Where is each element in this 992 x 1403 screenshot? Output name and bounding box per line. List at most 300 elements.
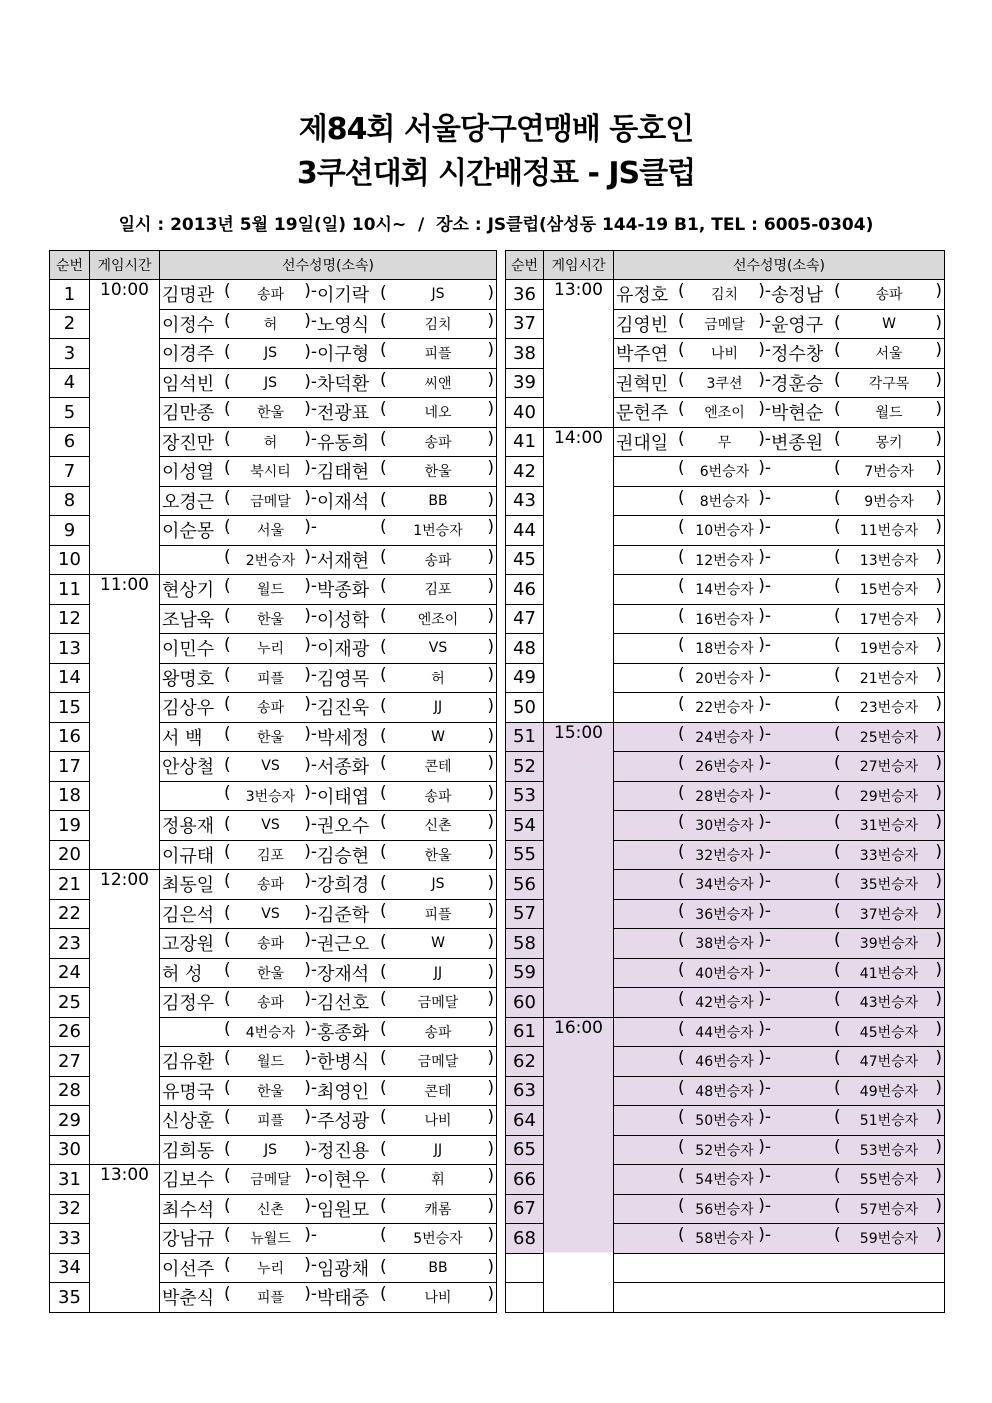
header-no: 순번 [50, 251, 90, 280]
player-1-club: ( 월드 )- [224, 1051, 317, 1071]
player-2-name: 김태현 [317, 462, 370, 484]
game-number: 51 [506, 722, 544, 752]
player-1-name: 이정수 [162, 314, 215, 336]
match-cell [160, 486, 497, 516]
player-1-name: 장진만 [162, 432, 215, 454]
player-2-name: 임광채 [317, 1258, 370, 1280]
game-number: 9 [50, 516, 90, 546]
player-2-name: 송정남 [771, 285, 824, 307]
player-2-club: ( 57번승자 ) [834, 1199, 944, 1219]
player-2-club: ( 휘 ) [380, 1169, 496, 1189]
game-number: 52 [506, 752, 544, 782]
match-cell [614, 899, 945, 929]
player-1-club: ( 송파 )- [224, 992, 317, 1012]
match-cell [614, 988, 945, 1018]
match-cell [160, 1165, 497, 1195]
match-pair [160, 487, 496, 515]
player-1-name: 김명관 [162, 285, 215, 307]
table-row [506, 722, 945, 752]
match-pair [614, 457, 944, 485]
game-number: 39 [506, 368, 544, 398]
player-1-name: 김영빈 [616, 314, 669, 336]
match-cell [160, 398, 497, 428]
player-1-club: ( 10번승자 )- [678, 520, 771, 540]
player-2-club: ( 송파 ) [380, 1022, 496, 1042]
match-cell [614, 1076, 945, 1106]
game-number: 7 [50, 457, 90, 487]
player-2-name: 이현우 [317, 1170, 370, 1192]
player-1-club: ( 18번승자 )- [678, 638, 771, 658]
match-cell [160, 368, 497, 398]
game-number: 60 [506, 988, 544, 1018]
match-cell [160, 663, 497, 693]
player-2-club: ( 금메달 ) [380, 992, 496, 1012]
game-number: 16 [50, 722, 90, 752]
match-pair [614, 1106, 944, 1134]
game-number: 61 [506, 1017, 544, 1047]
player-2-club: ( 피플 ) [380, 904, 496, 924]
match-pair [160, 546, 496, 574]
match-pair [614, 752, 944, 780]
match-pair [614, 546, 944, 574]
match-pair [614, 959, 944, 987]
player-2-club: ( 15번승자 ) [834, 579, 944, 599]
player-2-name: 변종원 [771, 432, 824, 454]
match-cell [614, 1047, 945, 1077]
player-2-club: ( 7번승자 ) [834, 461, 944, 481]
player-2-name: 경훈승 [771, 373, 824, 395]
game-number: 68 [506, 1224, 544, 1254]
player-1-name: 문헌주 [616, 403, 669, 425]
game-number: 45 [506, 545, 544, 575]
player-2-club: ( 19번승자 ) [834, 638, 944, 658]
match-cell [160, 634, 497, 664]
player-1-name: 권대일 [616, 432, 669, 454]
game-number: 32 [50, 1194, 90, 1224]
player-1-name: 이선주 [162, 1258, 215, 1280]
player-2-name: 정수창 [771, 344, 824, 366]
player-1-club: ( 송파 )- [224, 874, 317, 894]
game-number: 58 [506, 929, 544, 959]
match-pair [614, 487, 944, 515]
game-number: 11 [50, 575, 90, 605]
match-pair [614, 664, 944, 692]
match-cell [160, 1283, 497, 1313]
player-1-club: ( 12번승자 )- [678, 550, 771, 570]
header-players: 선수성명(소속) [614, 251, 945, 280]
player-2-club: ( 45번승자 ) [834, 1022, 944, 1042]
event-info: 일시 : 2013년 5월 19일(일) 10시~ / 장소 : JS클럽(삼성동 144-19 B1, TEL : 6005-0304) [118, 215, 874, 235]
player-2-name: 이태엽 [317, 786, 370, 808]
player-2-name: 임원모 [317, 1199, 370, 1221]
player-1-name: 고장원 [162, 934, 215, 956]
match-cell [160, 988, 497, 1018]
game-number: 24 [50, 958, 90, 988]
player-2-name: 박종화 [317, 580, 370, 602]
match-pair [160, 959, 496, 987]
player-2-club: ( JS ) [380, 286, 496, 302]
player-2-club: ( 53번승자 ) [834, 1140, 944, 1160]
match-pair [160, 605, 496, 633]
player-1-club: ( 4번승자 )- [224, 1022, 317, 1042]
game-number: 46 [506, 575, 544, 605]
player-2-club: ( 콘테 ) [380, 756, 496, 776]
player-1-name: 박춘식 [162, 1288, 215, 1310]
match-pair [160, 1047, 496, 1075]
match-cell [614, 398, 945, 428]
game-number: 17 [50, 752, 90, 782]
match-cell [614, 693, 945, 723]
match-pair [614, 310, 944, 338]
player-1-name: 이민수 [162, 639, 215, 661]
match-cell [160, 958, 497, 988]
match-pair [160, 900, 496, 928]
player-1-club: ( 8번승자 )- [678, 491, 771, 511]
match-cell [160, 339, 497, 369]
match-cell [614, 575, 945, 605]
player-2-club: ( W ) [834, 316, 944, 332]
match-cell [160, 870, 497, 900]
player-1-club: ( 한울 )- [224, 402, 317, 422]
player-1-name: 박주연 [616, 344, 669, 366]
player-2-name: 유동희 [317, 432, 370, 454]
player-1-club: ( 뉴월드 )- [224, 1228, 317, 1248]
player-1-club: ( 38번승자 )- [678, 933, 771, 953]
player-1-club: ( 50번승자 )- [678, 1110, 771, 1130]
player-1-name: 이순몽 [162, 521, 215, 543]
game-number: 44 [506, 516, 544, 546]
player-2-club: ( BB ) [380, 1260, 496, 1276]
player-2-club: ( 49번승자 ) [834, 1081, 944, 1101]
game-number: 22 [50, 899, 90, 929]
player-2-name: 전광표 [317, 403, 370, 425]
game-number: 25 [50, 988, 90, 1018]
match-pair [160, 428, 496, 456]
game-number: 10 [50, 545, 90, 575]
match-cell [160, 457, 497, 487]
player-1-club: ( 한울 )- [224, 963, 317, 983]
game-time: 10:00 [90, 280, 160, 575]
player-2-club: ( 37번승자 ) [834, 904, 944, 924]
player-2-club: ( 39번승자 ) [834, 933, 944, 953]
player-2-club: ( 43번승자 ) [834, 992, 944, 1012]
player-2-club: ( 59번승자 ) [834, 1228, 944, 1248]
match-pair [614, 1165, 944, 1193]
player-2-name: 정진용 [317, 1140, 370, 1162]
player-1-club: ( 30번승자 )- [678, 815, 771, 835]
game-number: 54 [506, 811, 544, 841]
player-1-name: 왕명호 [162, 668, 215, 690]
game-number: 49 [506, 663, 544, 693]
match-cell [614, 752, 945, 782]
player-2-club: ( JJ ) [380, 965, 496, 981]
game-number: 53 [506, 781, 544, 811]
game-number: 40 [506, 398, 544, 428]
game-number: 37 [506, 309, 544, 339]
match-pair [614, 723, 944, 751]
player-2-name: 한병식 [317, 1052, 370, 1074]
match-cell [614, 280, 945, 310]
match-pair [160, 339, 496, 367]
match-pair [160, 752, 496, 780]
player-1-club: ( 서울 )- [224, 520, 317, 540]
game-number: 27 [50, 1047, 90, 1077]
player-2-club: ( W ) [380, 935, 496, 951]
game-number: 43 [506, 486, 544, 516]
player-1-club: ( 피플 )- [224, 668, 317, 688]
player-1-name: 현상기 [162, 580, 215, 602]
match-pair [614, 398, 944, 426]
match-pair [160, 1018, 496, 1046]
match-pair [614, 811, 944, 839]
player-1-club: ( 무 )- [678, 432, 771, 452]
player-2-name: 이성학 [317, 609, 370, 631]
player-2-name: 서종화 [317, 757, 370, 779]
player-2-club: ( 월드 ) [834, 402, 944, 422]
player-2-club: ( 송파 ) [380, 550, 496, 570]
player-1-name: 김희동 [162, 1140, 215, 1162]
match-pair [160, 634, 496, 662]
player-2-club: ( JS ) [380, 876, 496, 892]
match-pair [614, 516, 944, 544]
match-pair [614, 1136, 944, 1164]
match-cell [614, 811, 945, 841]
player-2-club: ( 몽키 ) [834, 432, 944, 452]
player-1-club: ( 피플 )- [224, 1287, 317, 1307]
player-1-club: ( 허 )- [224, 314, 317, 334]
player-1-club: ( 누리 )- [224, 638, 317, 658]
player-1-club: ( 금메달 )- [224, 1169, 317, 1189]
player-2-club: ( 콘테 ) [380, 1081, 496, 1101]
match-cell [614, 781, 945, 811]
player-2-club: ( 23번승자 ) [834, 697, 944, 717]
match-pair [160, 1254, 496, 1282]
match-pair [160, 398, 496, 426]
match-pair [160, 693, 496, 721]
player-1-club: ( 36번승자 )- [678, 904, 771, 924]
match-pair [614, 929, 944, 957]
match-cell [160, 575, 497, 605]
player-1-club: ( 46번승자 )- [678, 1051, 771, 1071]
player-2-name: 김진욱 [317, 698, 370, 720]
player-1-club: ( 송파 )- [224, 697, 317, 717]
table-header-row [50, 251, 497, 280]
table-row [50, 1165, 497, 1195]
player-1-club: ( 월드 )- [224, 579, 317, 599]
match-cell [614, 1165, 945, 1195]
player-1-club: ( 금메달 )- [678, 314, 771, 334]
player-2-club: ( 9번승자 ) [834, 491, 944, 511]
player-1-club: ( 3번승자 )- [224, 786, 317, 806]
player-2-name: 이기락 [317, 285, 370, 307]
player-1-name: 최수석 [162, 1199, 215, 1221]
match-cell [160, 752, 497, 782]
game-number: 5 [50, 398, 90, 428]
player-1-club: ( 피플 )- [224, 1110, 317, 1130]
match-pair [160, 988, 496, 1016]
player-2-name: 권오수 [317, 816, 370, 838]
match-pair [614, 1195, 944, 1223]
match-pair [160, 1224, 496, 1252]
player-1-club: ( 20번승자 )- [678, 668, 771, 688]
match-pair [614, 575, 944, 603]
player-2-club: ( 씨앤 ) [380, 373, 496, 393]
player-1-name: 신상훈 [162, 1111, 215, 1133]
player-2-club: ( 5번승자 ) [380, 1228, 496, 1248]
page-title-line-2: 3쿠션대회 시간배정표 - JS클럽 [296, 156, 696, 191]
match-pair [614, 339, 944, 367]
match-cell [614, 634, 945, 664]
player-1-club: ( 북시티 )- [224, 461, 317, 481]
page-title-line-1: 제84회 서울당구연맹배 동호인 [298, 112, 694, 147]
game-number: 42 [506, 457, 544, 487]
player-1-club: ( 26번승자 )- [678, 756, 771, 776]
player-2-name: 장재석 [317, 963, 370, 985]
player-2-club: ( JJ ) [380, 699, 496, 715]
player-1-club: ( 한울 )- [224, 727, 317, 747]
game-time: 15:00 [544, 722, 614, 1017]
match-cell [614, 339, 945, 369]
player-2-name: 김영목 [317, 668, 370, 690]
player-1-club: ( 누리 )- [224, 1258, 317, 1278]
player-1-club: ( 송파 )- [224, 933, 317, 953]
match-pair [614, 988, 944, 1016]
player-2-club: ( 29번승자 ) [834, 786, 944, 806]
match-pair [160, 457, 496, 485]
player-2-name: 강희경 [317, 875, 370, 897]
player-1-club: ( 6번승자 )- [678, 461, 771, 481]
player-2-club: ( 송파 ) [380, 786, 496, 806]
player-1-club: ( 2번승자 )- [224, 550, 317, 570]
game-time: 13:00 [544, 280, 614, 428]
player-1-club: ( 한울 )- [224, 609, 317, 629]
match-cell [614, 663, 945, 693]
header-time: 게임시간 [90, 251, 160, 280]
match-pair [614, 280, 944, 308]
player-2-club: ( 27번승자 ) [834, 756, 944, 776]
player-1-club: ( 44번승자 )- [678, 1022, 771, 1042]
player-1-club: ( VS )- [224, 758, 317, 774]
player-2-club: ( 33번승자 ) [834, 845, 944, 865]
player-1-club: ( 김치 )- [678, 284, 771, 304]
player-1-club: ( 한울 )- [224, 1081, 317, 1101]
player-2-name: 박현순 [771, 403, 824, 425]
game-number: 23 [50, 929, 90, 959]
match-pair [160, 870, 496, 898]
header-time: 게임시간 [544, 251, 614, 280]
game-number: 57 [506, 899, 544, 929]
match-cell [614, 516, 945, 546]
player-2-club: ( 17번승자 ) [834, 609, 944, 629]
game-number: 63 [506, 1076, 544, 1106]
player-2-club: ( 41번승자 ) [834, 963, 944, 983]
match-cell [160, 899, 497, 929]
player-1-club: ( 58번승자 )- [678, 1228, 771, 1248]
match-cell [614, 1135, 945, 1165]
match-cell [160, 604, 497, 634]
match-pair [614, 782, 944, 810]
schedule-table-right [505, 250, 945, 1313]
player-1-name: 이경주 [162, 344, 215, 366]
match-cell [614, 1283, 945, 1313]
player-1-club: ( 52번승자 )- [678, 1140, 771, 1160]
game-number: 4 [50, 368, 90, 398]
match-pair [160, 280, 496, 308]
player-1-club: ( JS )- [224, 375, 317, 391]
game-number: 28 [50, 1076, 90, 1106]
match-pair [160, 723, 496, 751]
player-1-name: 이성열 [162, 462, 215, 484]
match-cell [160, 840, 497, 870]
game-time: 16:00 [544, 1017, 614, 1312]
match-pair [160, 310, 496, 338]
match-cell [160, 516, 497, 546]
player-1-name: 권혁민 [616, 373, 669, 395]
match-pair [614, 1077, 944, 1105]
player-2-club: ( 나비 ) [380, 1110, 496, 1130]
player-1-name: 강남규 [162, 1229, 215, 1251]
table-row [506, 427, 945, 457]
match-cell [160, 1047, 497, 1077]
player-2-name: 이구형 [317, 344, 370, 366]
game-number: 6 [50, 427, 90, 457]
game-number: 38 [506, 339, 544, 369]
game-number: 19 [50, 811, 90, 841]
player-1-club: ( 54번승자 )- [678, 1169, 771, 1189]
player-2-name: 김선호 [317, 993, 370, 1015]
match-pair [160, 1165, 496, 1193]
game-time: 11:00 [90, 575, 160, 870]
player-1-club: ( 48번승자 )- [678, 1081, 771, 1101]
player-2-name: 박태중 [317, 1288, 370, 1310]
game-number [506, 1283, 544, 1313]
match-pair [614, 693, 944, 721]
match-cell [160, 1017, 497, 1047]
game-number: 20 [50, 840, 90, 870]
player-1-club: ( 신촌 )- [224, 1199, 317, 1219]
table-row [50, 870, 497, 900]
header-players: 선수성명(소속) [160, 251, 497, 280]
player-2-club: ( 송파 ) [834, 284, 944, 304]
player-1-club: ( VS )- [224, 906, 317, 922]
match-pair [160, 575, 496, 603]
player-1-name: 정용재 [162, 816, 215, 838]
match-cell [160, 1194, 497, 1224]
player-1-name: 김유환 [162, 1052, 215, 1074]
player-2-club: ( 1번승자 ) [380, 520, 496, 540]
player-2-club: ( 엔조이 ) [380, 609, 496, 629]
game-number: 56 [506, 870, 544, 900]
player-2-name: 서재현 [317, 550, 370, 572]
game-number: 12 [50, 604, 90, 634]
match-pair [160, 1106, 496, 1134]
match-cell [160, 811, 497, 841]
match-cell [160, 781, 497, 811]
player-1-name: 허 성 [162, 963, 203, 985]
match-cell [160, 427, 497, 457]
match-pair [614, 1047, 944, 1075]
game-number: 62 [506, 1047, 544, 1077]
player-2-name: 차덕환 [317, 373, 370, 395]
table-row [506, 1017, 945, 1047]
match-cell [614, 1017, 945, 1047]
game-time: 12:00 [90, 870, 160, 1165]
player-1-club: ( 3쿠션 )- [678, 373, 771, 393]
game-time: 13:00 [90, 1165, 160, 1313]
match-pair [614, 634, 944, 662]
player-1-club: ( 16번승자 )- [678, 609, 771, 629]
player-2-club: ( 김치 ) [380, 314, 496, 334]
